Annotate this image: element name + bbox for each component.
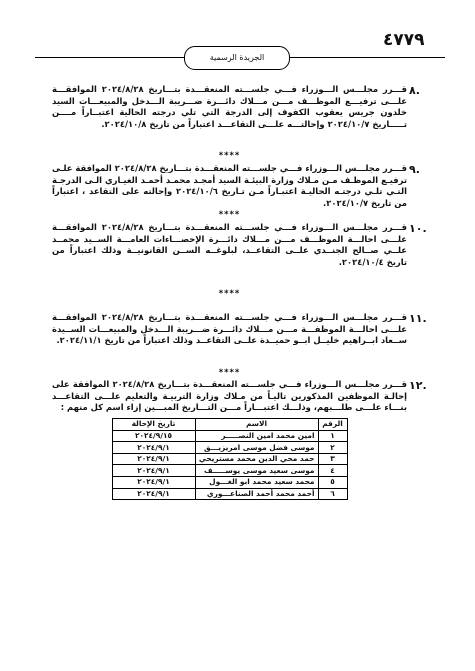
separator-stars: **** <box>218 366 241 377</box>
row-number: ٣ <box>318 453 347 465</box>
item-text: قـــرر مجلـــس الـــوزراء فـــي جلســـته المنعقـــدة بتـــاريخ ٢٠٢٤/٨/٢٨ الموافقة على إحالـة الموظفين المذكورين تاليـاً من مـلاك وزارة التربيـة والتعليم علـــى التقاعـــد بنـــاء علـــى طلـــبهم، وذلـــك اعتبـــاراً مـــن التـــاريخ المبـــين إزاء اسم كل منهم : <box>52 379 407 413</box>
header-title: الجريدة الرسمية <box>184 46 290 70</box>
item-text: قـــرر مجلـــس الـــوزراء فـــي جلســـته المنعقـــدة بتـــاريخ ٢٠٢٤/٨/٢٨ الموافقـــة علـــى احالـــة الموظفـــة مـــن مـــلاك دائـــرة ضـــريبة الـــدخل والمبيعـــات الســيدة ســعاد ابــراهيم خليــل ابــو حميــدة علــى التقاعــد وذلك اعتباراً من تاريخ ٢٠٢٤/١١/١. <box>52 311 407 346</box>
decision-item <box>52 311 427 347</box>
row-name: أحمد محمد أحمد الصناعـــوري <box>195 488 318 500</box>
row-number: ٥ <box>318 477 347 489</box>
row-name: امين محمد امين النصـــــر <box>195 430 318 442</box>
item-text: قـــرر مجلـــس الـــوزراء فـــي جلســـته المنعقـــدة بتـــاريخ ٢٠٢٤/٨/٢٨ الموافقـــة علـــى احالـــة الموظـــف مـــن مـــلاك دائـــرة الإحصـــاءات العامـــة الســيد محمــد علــي صــالح الجنــدي علــى التقاعــد، لبلوغــه الســن القانونيــة وذلك اعتباراً من تاريخ ٢٠٢٤/١٠/٤. <box>52 221 407 267</box>
decision-item <box>52 162 420 209</box>
row-date: ٢٠٢٤/٩/١ <box>112 488 195 500</box>
table-row <box>112 477 347 489</box>
row-name: حمد محي الدين محمد مستريحي <box>195 453 318 465</box>
decisions-content <box>52 84 427 500</box>
row-name: موسى فضل موسى امريزيـــق <box>195 442 318 454</box>
decision-item <box>52 84 420 130</box>
table-row <box>112 430 347 442</box>
row-number: ٦ <box>318 488 347 500</box>
separator-stars: **** <box>218 150 241 161</box>
decision-item <box>52 221 427 268</box>
row-date: ٢٠٢٤/٩/١ <box>112 453 195 465</box>
table-row <box>112 442 347 454</box>
row-number: ٢ <box>318 442 347 454</box>
item-number: ١٠. <box>409 221 427 235</box>
table-header-row <box>112 419 347 431</box>
table-row <box>112 453 347 465</box>
separator-stars: **** <box>218 288 241 299</box>
item-number: ١١. <box>409 311 427 325</box>
separator-stars: **** <box>218 209 241 220</box>
table-row <box>112 488 347 500</box>
row-number: ١ <box>318 430 347 442</box>
page-number: ٤٧٧٩ <box>383 30 425 50</box>
retirees-table <box>112 418 348 500</box>
row-date: ٢٠٢٤/٩/١ <box>112 465 195 477</box>
row-date: ٢٠٢٤/٩/١ <box>112 442 195 454</box>
retirees-table-wrap <box>52 418 407 500</box>
row-number: ٤ <box>318 465 347 477</box>
item-text: قـــرر مجلـــس الـــوزراء فـــي جلســـته المنعقـــدة بتـــاريخ ٢٠٢٤/٨/٢٨ الموافقة علـى ترفيـع الموظـف مـن مـلاك وزارة البيئـة السيد أمجـد محمـد أحمـد الغيـاري الـى الدرجـة التـي تلـي درجتـه الحاليـة اعتبـاراً مـن تـاريخ ٢٠٢٤/١٠/٦ وإحالته على التقاعد ، اعتباراً من تاريخ ٢٠٢٤/١٠/٧. <box>52 162 407 208</box>
item-number: ٨. <box>409 84 420 97</box>
item-number: ١٢. <box>409 379 427 393</box>
row-date: ٢٠٢٤/٩/١ <box>112 477 195 489</box>
row-date: ٢٠٢٤/٩/١٥ <box>112 430 195 442</box>
row-name: محمد سعيد محمد ابو الغـــول <box>195 477 318 489</box>
table-row <box>112 465 347 477</box>
row-name: موسى سعيد موسى يوســـــف <box>195 465 318 477</box>
item-number: ٩. <box>409 162 420 176</box>
column-header-name: الاسم <box>195 419 318 431</box>
decision-item <box>52 379 427 414</box>
item-text: قـــرر مجلـــس الـــوزراء فـــي جلســـته المنعقـــدة بتـــاريخ ٢٠٢٤/٨/٢٨ الموافقـــة علـــى ترفيـــع الموظـــف مـــن مـــلاك دائـــرة ضـــريبة الـــدخل والمبيعـــات السيد خلدون جريس يعقوب الكفوف إلى الدرجة التي تلي درجته الحالية اعتبــاراً مــــن تـــــاريخ ٢٠٢٤/١٠/٧ وإحالتـــه علـــى التقاعـــد اعتباراً من تاريخ ٢٠٢٤/١٠/٨. <box>52 84 407 129</box>
column-header-number: الرقم <box>318 419 347 431</box>
column-header-date: تاريخ الإحالة <box>112 419 195 431</box>
